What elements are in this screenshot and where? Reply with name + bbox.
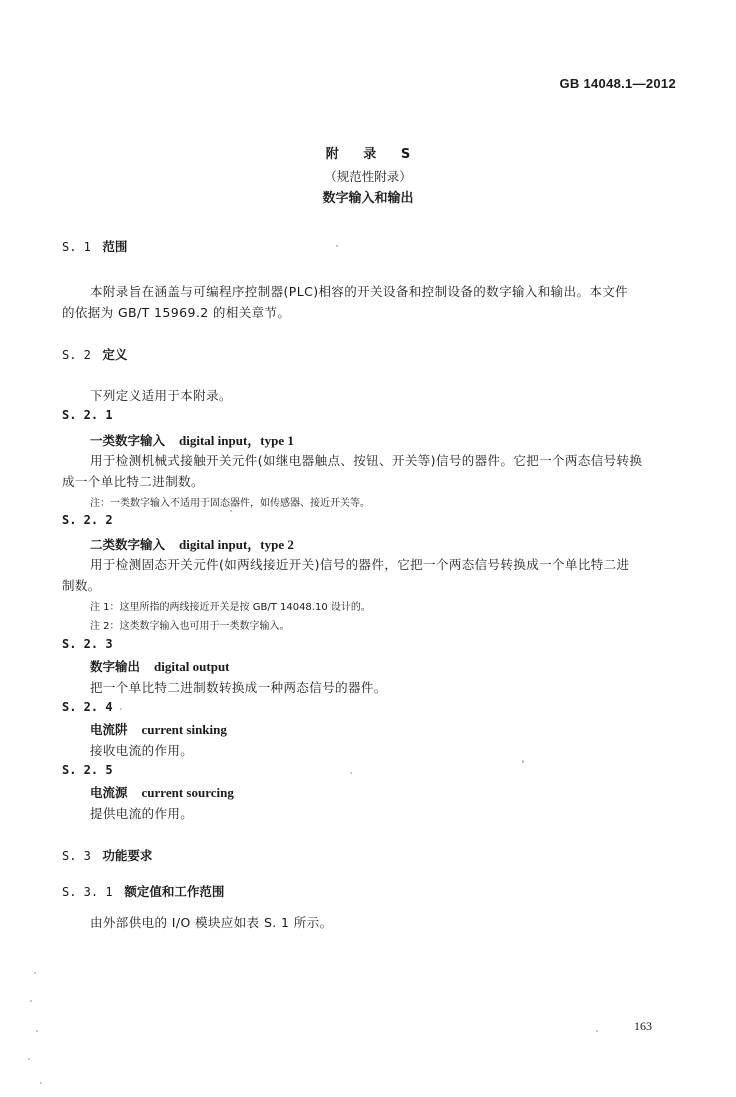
scan-speck [34,972,36,974]
term-chinese: 电流源 [90,785,128,800]
definition-line: 用于检测机械式接触开关元件(如继电器触点、按钮、开关等)信号的器件。它把一个两态信号转换 [90,453,643,468]
section-number: S. 2 [62,348,91,362]
scan-speck [30,1000,32,1002]
scan-speck [230,510,232,512]
term-english: current sourcing [141,785,234,800]
term-chinese: 数字输出 [90,659,141,674]
definition-line: 接收电流的作用。 [90,743,194,758]
scan-speck [596,1030,598,1032]
definition-line: 把一个单比特二进制数转换成一种两态信号的器件。 [90,680,387,695]
definition-line: 成一个单比特二进制数。 [62,474,204,489]
term-chinese: 二类数字输入 [90,537,166,552]
scan-speck [336,245,338,247]
note: 注 2：这类数字输入也可用于一类数字输入。 [90,621,290,632]
term-heading [90,430,294,449]
clause-number: S. 2. 4 [62,700,113,714]
term-english: digital input，type 2 [179,537,294,552]
paragraph-line: 下列定义适用于本附录。 [90,388,232,403]
note: 注 1：这里所指的两线接近开关是按 GB/T 14048.10 设计的。 [90,602,371,613]
definition-line: 提供电流的作用。 [90,806,194,821]
section-title: 范围 [102,239,128,254]
section-heading-s3-1 [62,882,224,900]
term-heading [90,534,294,553]
annex-type: （规范性附录） [324,169,412,184]
scan-speck [522,760,524,763]
note: 注：一类数字输入不适用于固态器件，如传感器、接近开关等。 [90,498,370,509]
term-chinese: 一类数字输入 [90,433,166,448]
term-english: digital input，type 1 [179,433,294,448]
clause-number: S. 2. 2 [62,513,113,527]
section-number: S. 3 [62,849,91,863]
term-english: digital output [154,659,230,674]
section-number: S. 1 [62,240,91,254]
scan-speck [28,1058,30,1060]
standard-code: GB 14048.1—2012 [559,76,676,91]
scan-speck [120,708,122,710]
scan-speck [40,1082,42,1084]
term-heading [90,657,230,675]
definition-line: 用于检测固态开关元件(如两线接近开关)信号的器件，它把一个两态信号转换成一个单比特二进 [90,557,630,572]
section-heading-s2 [62,345,127,363]
scan-speck [350,772,352,774]
section-title: 定义 [102,347,128,362]
annex-name: 数字输入和输出 [322,191,414,206]
annex-heading [0,144,736,210]
clause-number: S. 2. 1 [62,408,113,422]
paragraph-line: 的依据为 GB/T 15969.2 的相关章节。 [62,305,291,320]
paragraph-line: 本附录旨在涵盖与可编程序控制器(PLC)相容的开关设备和控制设备的数字输入和输出。本文件 [90,284,629,299]
clause-number: S. 2. 3 [62,637,113,651]
scan-speck [36,1030,38,1032]
term-heading [90,783,234,801]
section-title: 额定值和工作范围 [124,884,225,899]
page-number: 163 [634,1019,652,1033]
term-heading [90,720,227,738]
section-number: S. 3. 1 [62,885,113,899]
section-heading-s1 [62,237,127,255]
section-title: 功能要求 [102,848,153,863]
clause-number: S. 2. 5 [62,763,113,777]
section-heading-s3 [62,846,152,864]
definition-line: 制数。 [62,578,101,593]
term-english: current sinking [141,722,227,737]
annex-title: 附 录 S [325,147,421,162]
paragraph-line: 由外部供电的 I/O 模块应如表 S. 1 所示。 [90,915,333,930]
term-chinese: 电流阱 [90,722,128,737]
